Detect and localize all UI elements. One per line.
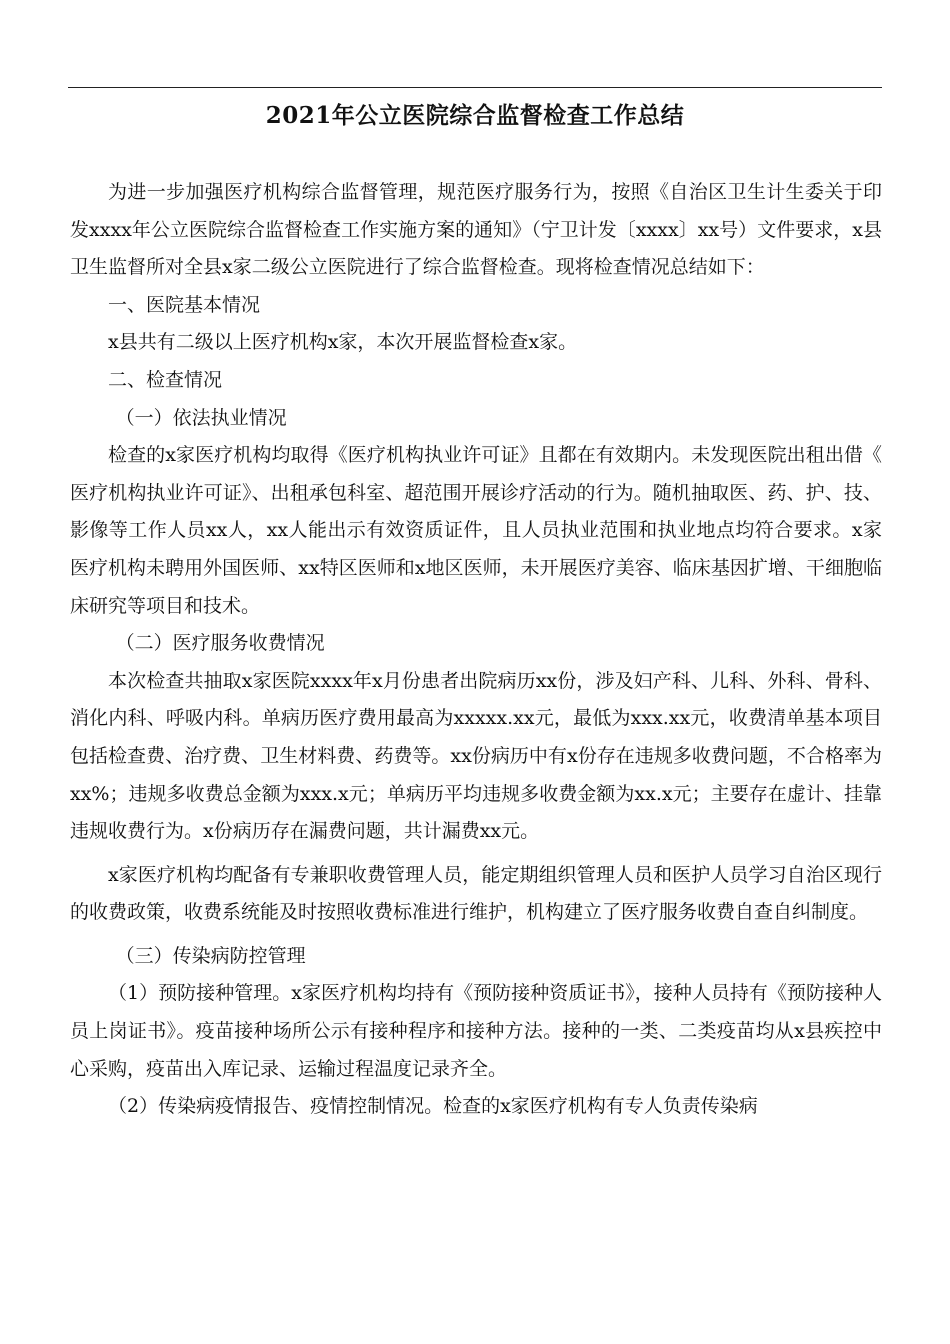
vaccination-paragraph: （1）预防接种管理。x家医疗机构均持有《预防接种资质证书》，接种人员持有《预防接种人员上岗证书》。疫苗接种场所公示有接种程序和接种方法。接种的一类、二类疫苗均从x县疾控中心采购，疫苗出入库记录、运输过程温度记录齐全。 (70, 982, 882, 1080)
legal-practice-paragraph: 检查的x家医疗机构均取得《医疗机构执业许可证》且都在有效期内。未发现医院出租出借《医疗机构执业许可证》、出租承包科室、超范围开展诊疗活动的行为。随机抽取医、药、护、技、影像等工作人员xx人，xx人能出示有效资质证件，且人员执业范围和执业地点均符合要求。x家医疗机构未聘用外国医师、xx特区医师和x地区医师，未开展医疗美容、临床基因扩增、干细胞临床研究等项目和技术。 (70, 444, 882, 617)
subsection-heading-fees: （二）医疗服务收费情况 (115, 632, 325, 655)
fees-management-paragraph: x家医疗机构均配备有专兼职收费管理人员，能定期组织管理人员和医护人员学习自治区现行的收费政策，收费系统能及时按照收费标准进行维护，机构建立了医疗服务收费自查自纠制度。 (70, 863, 882, 924)
document-body (70, 174, 882, 1126)
epidemic-report-paragraph: （2）传染病疫情报告、疫情控制情况。检查的x家医疗机构有专人负责传染病 (108, 1095, 758, 1118)
section-heading-inspection: 二、检查情况 (108, 368, 223, 391)
section-heading-basic-info: 一、医院基本情况 (108, 293, 261, 316)
header-rule (68, 87, 882, 88)
document-title: 2021年公立医院综合监督检查工作总结 (265, 102, 685, 129)
intro-paragraph: 为进一步加强医疗机构综合监督管理，规范医疗服务行为，按照《自治区卫生计生委关于印发xxxx年公立医院综合监督检查工作实施方案的通知》（宁卫计发〔xxxx〕xx号）文件要求，x县卫生监督所对全县x家二级公立医院进行了综合监督检查。现将检查情况总结如下： (70, 181, 882, 279)
basic-info-paragraph: x县共有二级以上医疗机构x家，本次开展监督检查x家。 (108, 331, 578, 354)
subsection-heading-infectious-disease: （三）传染病防控管理 (115, 944, 306, 967)
fees-paragraph: 本次检查共抽取x家医院xxxx年x月份患者出院病历xx份，涉及妇产科、儿科、外科、骨科、消化内科、呼吸内科。单病历医疗费用最高为xxxxx.xx元，最低为xxx.xx元，收费清单基本项目包括检查费、治疗费、卫生材料费、药费等。xx份病历中有x份存在违规多收费问题，不合格率为xx%；违规多收费总金额为xxx.x元；单病历平均违规多收费金额为xx.x元；主要存在虚计、挂靠违规收费行为。x份病历存在漏费问题，共计漏费xx元。 (70, 669, 882, 843)
subsection-heading-legal-practice: （一）依法执业情况 (115, 406, 287, 429)
